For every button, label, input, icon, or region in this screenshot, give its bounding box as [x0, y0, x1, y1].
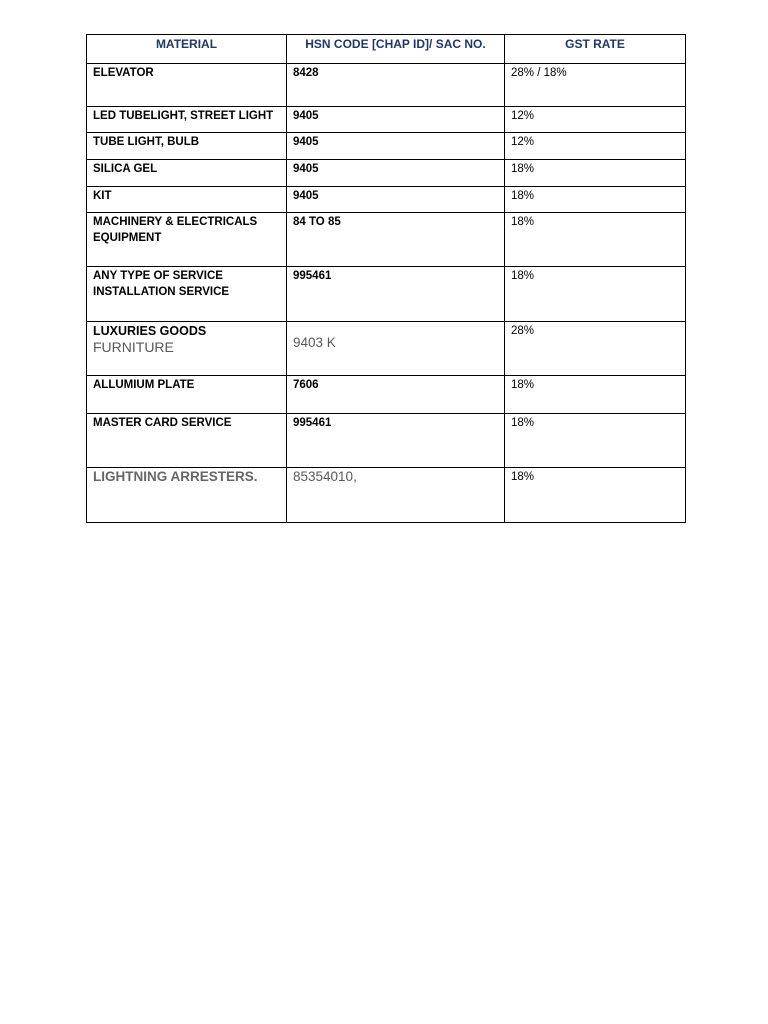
- rate-cell: 18%: [505, 267, 686, 322]
- table-row: [87, 107, 686, 133]
- hsn-cell: 995461: [287, 267, 505, 322]
- table-row: [87, 267, 686, 322]
- table-row: [87, 133, 686, 160]
- rate-cell: 12%: [505, 133, 686, 160]
- table-row: [87, 376, 686, 414]
- rate-cell: 18%: [505, 414, 686, 468]
- hsn-cell: 7606: [287, 376, 505, 414]
- rate-cell: 18%: [505, 468, 686, 523]
- hsn-cell: 8428: [287, 64, 505, 107]
- table-row: [87, 468, 686, 523]
- hsn-cell: 9405: [287, 133, 505, 160]
- material-cell: MACHINERY & ELECTRICALS EQUIPMENT: [87, 213, 287, 267]
- rate-cell: 28%: [505, 322, 686, 376]
- hsn-cell: 9405: [287, 107, 505, 133]
- material-cell: ELEVATOR: [87, 64, 287, 107]
- rate-cell: 28% / 18%: [505, 64, 686, 107]
- gst-rate-table: [86, 34, 686, 523]
- hsn-cell: 9405: [287, 160, 505, 187]
- table-row: [87, 414, 686, 468]
- material-cell: [87, 322, 287, 376]
- table-row: [87, 187, 686, 213]
- hsn-cell: 85354010,: [287, 468, 505, 523]
- hsn-cell: 9405: [287, 187, 505, 213]
- material-cell: MASTER CARD SERVICE: [87, 414, 287, 468]
- table-header-row: [87, 35, 686, 64]
- rate-cell: 18%: [505, 187, 686, 213]
- material-cell: ANY TYPE OF SERVICE INSTALLATION SERVICE: [87, 267, 287, 322]
- header-material: MATERIAL: [87, 35, 287, 64]
- table-row: [87, 160, 686, 187]
- header-hsn-code: HSN CODE [CHAP ID]/ SAC NO.: [287, 35, 505, 64]
- material-cell: LIGHTNING ARRESTERS.: [87, 468, 287, 523]
- rate-cell: 18%: [505, 376, 686, 414]
- material-cell: KIT: [87, 187, 287, 213]
- rate-cell: 18%: [505, 160, 686, 187]
- material-cell: LED TUBELIGHT, STREET LIGHT: [87, 107, 287, 133]
- table-row: [87, 213, 686, 267]
- hsn-cell: 84 TO 85: [287, 213, 505, 267]
- header-gst-rate: GST RATE: [505, 35, 686, 64]
- rate-cell: 12%: [505, 107, 686, 133]
- table-row: [87, 64, 686, 107]
- material-cell: ALLUMIUM PLATE: [87, 376, 287, 414]
- material-subtitle: FURNITURE: [93, 339, 174, 355]
- hsn-cell: 9403 K: [287, 322, 505, 376]
- rate-cell: 18%: [505, 213, 686, 267]
- hsn-cell: 995461: [287, 414, 505, 468]
- material-title: LUXURIES GOODS: [93, 324, 207, 338]
- material-cell: TUBE LIGHT, BULB: [87, 133, 287, 160]
- material-cell: SILICA GEL: [87, 160, 287, 187]
- table-row: [87, 322, 686, 376]
